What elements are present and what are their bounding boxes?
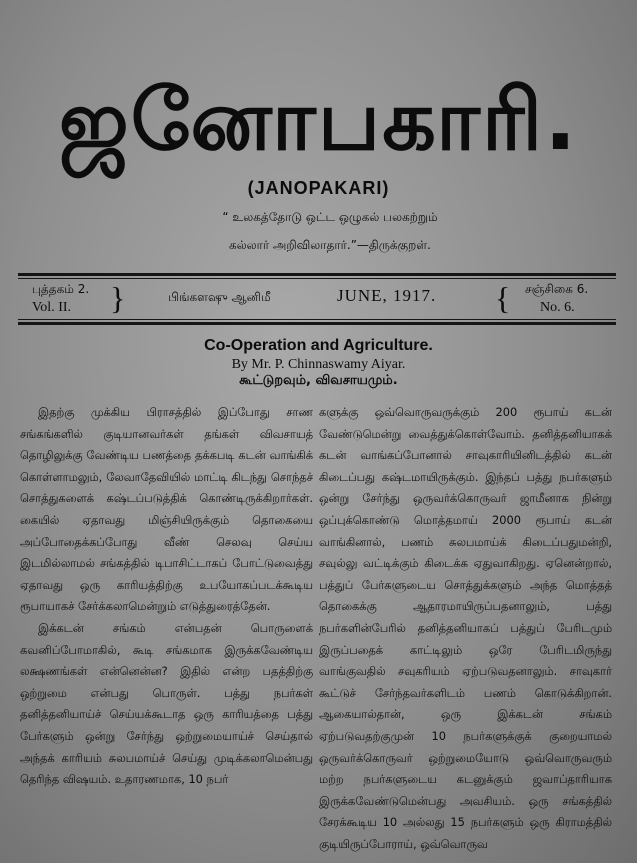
top-rule-thin [18,278,616,279]
masthead-title: ஜனோபகாரி. [58,71,579,169]
article-title-tamil: கூட்டுறவும், விவசாயமும். [239,373,398,388]
number-tamil: சஞ்சிகை 6. [525,282,589,296]
left-paragraph-2: இக்கடன் சங்கம் என்பதன் பொருளைக் கவனிப்போமாகில், கூடி சங்கமாக இருக்கவேண்டிய லக்ஷணங்கள் என்னென்ன? இதில் என்ற பதத்திற்கு ஒற்றுமை என்பது பொருள். பத்து நபர்கள் தனித்தனியாய்ச் செய்யக்கூடாத ஒரு காரியத்தை பத்து பேர்களும் ஒன்று சேர்ந்து ஒற்றுமையாய்ச் செய்தால் அந்தக் காரியம் சுலபமாய்ச் செய்து முடிக்கலாமென்பது தெரிந்த விஷயம். உதாரணமாக, 10 நபர் [20,620,313,787]
left-brace: } [110,280,126,316]
right-paragraph-1: களுக்கு ஒவ்வொருவருக்கும் 200 ரூபாய் கடன் வேண்டுமென்று வைத்துக்கொள்வோம். தனித்தனியாகக் கடன் வாங்கப்போனால் சாவுகாரியினிடத்தில் கடன் கிடைப்பது கஷ்டமாயிருக்கும். இந்தப் பத்து நபர்களும் ஒன்று சேர்ந்து ஒருவர்க்கொருவர் ஜாமீனாக நின்று ஒப்புக்கொண்டு மொத்தமாய் 2000 ரூபாய் கடன் வாங்கினால், பணம் சுலபமாய்க் கிடைப்பதுமன்றி, சவுல்லு வட்டிக்கும் கிடைக்க ஏதுவாகிறது. ஏனென்றால், பத்துப் பேர்களுடைய சொத்துக்களும் அந்த மொத்தத் தொகைக்கு ஆதாரமாயிருப்பதனாலும், பத்து நபர்களின்பேரில் தனித்தனியாகப் பத்துப் பேரிடமும் இருப்பதைக் காட்டிலும் ஒரே பேரிடமிருந்து வாங்குவதில் சவுகரியம் ஏற்படுவதனாலும். சாவுகார் கூட்டுச் சேர்ந்தவர்களிடம் பணம் கொடுக்கிறான். ஆகையால்தான், ஒரு இக்கடன் சங்கம் ஏற்படுவதற்குமுன் 10 நபர்களுக்குக் குறையாமல் ஒருவர்க்கொருவர் ஒற்றுமையோடு ஒவ்வொருவரும் மற்ற நபர்களுடைய கடனுக்கும் ஜவாப்தாரியாக இருக்கவேண்டுமென்பது அவசியம். ஒரு சங்கத்தில் சேரக்கூடிய 10 அல்லது 15 நபர்களும் ஒரு கிராமத்தில் குடியிருப்போராய், ஒவ்வொருவ [319,405,612,851]
volume-english: Vol. II. [32,300,72,315]
article-byline: By Mr. P. Chinnaswamy Aiyar. [231,357,406,372]
bottom-rule-thick [18,322,616,325]
article-column-right [319,402,612,862]
right-brace: { [495,280,511,316]
number-english: No. 6. [540,300,575,315]
epigraph-line-2: கல்லார் அறிவிலாதார்.”—திருக்குறள். [229,238,431,252]
article-title: Co-Operation and Agriculture. [204,337,433,354]
bottom-rule-thin [18,319,616,320]
left-paragraph-1: இதற்கு முக்கிய பிராசத்தில் இப்போது சாண சங்கங்களில் குடியானவர்கள் தங்கள் விவசாயத் தொழிலுக்கு வேண்டிய பணத்தை தக்கபடி கடன் வாங்கிக் கொள்ளாமலும், லேவாதேவியில் மாட்டி கிடந்து சொந்தச் சொத்துகளைக் கஷ்டப்படுத்திக் கொண்டிருக்கிறார்கள். கையில் ஏதாவது மிஞ்சியிருக்கும் தொகையை அப்போதைக்கப்போது வீண் செலவு செய்ய இடமில்லாமல் சங்கத்தில் டிபாசிட்டாகப் போட்டுவைத்து ஏதாவது ஒரு காரியத்திற்கு உபயோகப்படக்கூடிய ரூபாயாகச் சேர்க்கலாமென்றும் எடுத்துரைத்தேன். [20,405,313,614]
article-column-left [20,402,313,862]
masthead-subtitle: (JANOPAKARI) [247,178,390,198]
issue-date: JUNE, 1917. [337,286,437,305]
epigraph-line-1: “ உலகத்தோடு ஒட்ட ஒழுகல் பலகற்றும் [222,210,438,224]
issue-line [0,280,637,320]
top-rule-thick [18,273,616,276]
month-tamil: பிங்களஷு ஆனிமீ [168,290,271,304]
volume-tamil: புத்தகம் 2. [32,282,90,296]
